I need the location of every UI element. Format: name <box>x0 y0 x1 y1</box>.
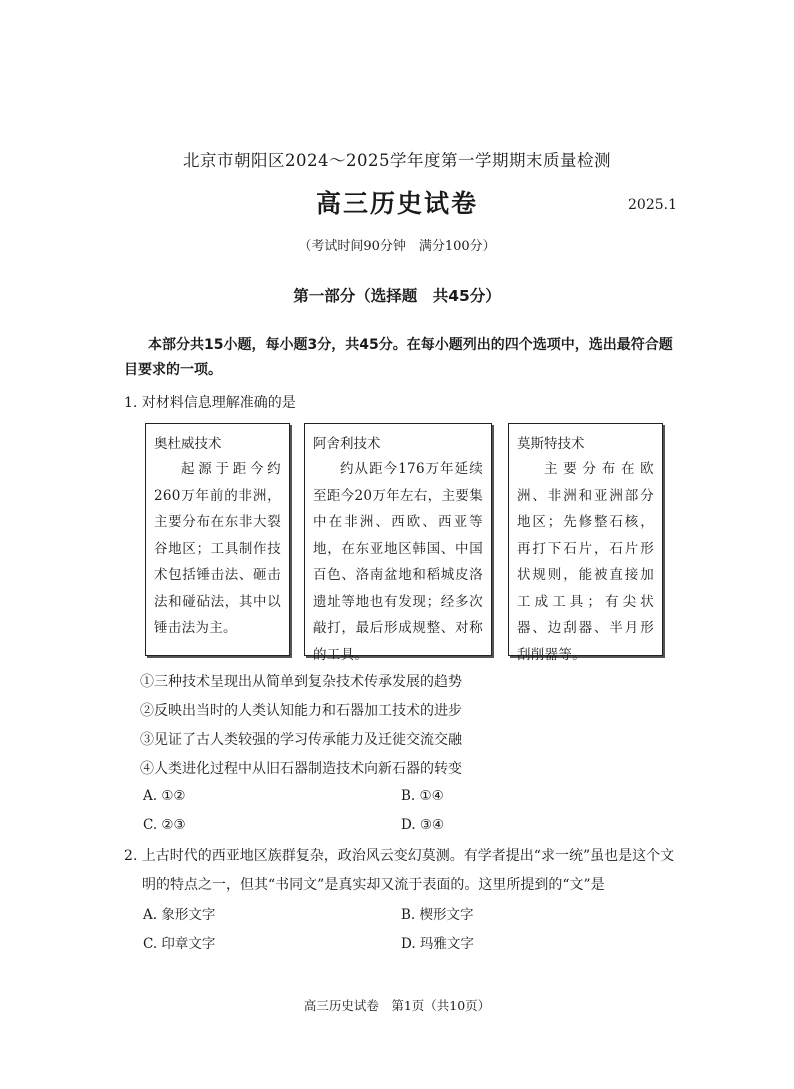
instruction-line-1: 本部分共15小题，每小题3分，共45分。在每小题列出的四个选项中，选出最符合题 <box>148 337 673 353</box>
material-box-title: 奥杜威技术 <box>154 436 222 452</box>
material-box-body: 主要分布在欧洲、非洲和亚洲部分地区；先修整石核，再打下石片，石片形状规则，能被直接加工成工具；有尖状器、边刮器、半月形刮削器等。 <box>517 461 654 663</box>
q2-option-b[interactable]: B. 楔形文字 <box>401 907 474 923</box>
material-box-mousterian <box>508 423 663 663</box>
q1-option-a[interactable]: A. ①② <box>143 788 186 804</box>
exam-time-note: （考试时间90分钟 满分100分） <box>298 239 496 254</box>
q1-statement-1: ①三种技术呈现出从简单到复杂技术传承发展的趋势 <box>140 674 462 690</box>
material-box-title: 莫斯特技术 <box>517 436 585 452</box>
exam-date: 2025.1 <box>628 197 677 213</box>
page-title: 高三历史试卷 <box>315 189 478 218</box>
q2-stem-line-2: 明的特点之一，但其“书同文”是真实却又流于表面的。这里所提到的“文”是 <box>142 877 605 893</box>
page-footer: 高三历史试卷 第1页（共10页） <box>303 998 491 1013</box>
q1-option-b[interactable]: B. ①④ <box>401 788 444 804</box>
material-box-acheulean <box>304 423 492 663</box>
q2-stem-line-1: 2. 上古时代的西亚地区族群复杂，政治风云变幻莫测。有学者提出“求一统”虽也是这个文 <box>124 848 675 864</box>
material-box-body: 起源于距今约260万年前的非洲，主要分布在东非大裂谷地区；工具制作技术包括锤击法、砸击法和碰砧法，其中以锤击法为主。 <box>154 461 281 636</box>
material-box-body: 约从距今176万年延续至距今20万年左右，主要集中在非洲、西欧、西亚等地，在东亚地区韩国、中国百色、洛南盆地和稻城皮洛遗址等地也有发现；经多次敲打，最后形成规整、对称的工具。 <box>313 461 483 663</box>
q2-option-c[interactable]: C. 印章文字 <box>143 936 216 952</box>
material-box-oldowan <box>145 423 290 656</box>
q2-option-d[interactable]: D. 玛雅文字 <box>401 936 474 952</box>
q1-option-d[interactable]: D. ③④ <box>401 817 445 833</box>
q1-stem: 1. 对材料信息理解准确的是 <box>124 395 296 411</box>
exam-header-line: 北京市朝阳区2024～2025学年度第一学期期末质量检测 <box>183 151 611 170</box>
part-title: 第一部分（选择题 共45分） <box>293 287 501 305</box>
q1-statement-4: ④人类进化过程中从旧石器制造技术向新石器的转变 <box>140 761 462 777</box>
instruction-line-2: 目要求的一项。 <box>124 362 222 378</box>
material-box-title: 阿舍利技术 <box>313 436 381 452</box>
q1-statement-2: ②反映出当时的人类认知能力和石器加工技术的进步 <box>140 703 462 719</box>
q2-option-a[interactable]: A. 象形文字 <box>143 907 216 923</box>
q1-option-c[interactable]: C. ②③ <box>143 817 186 833</box>
q1-statement-3: ③见证了古人类较强的学习传承能力及迁徙交流交融 <box>140 732 462 748</box>
